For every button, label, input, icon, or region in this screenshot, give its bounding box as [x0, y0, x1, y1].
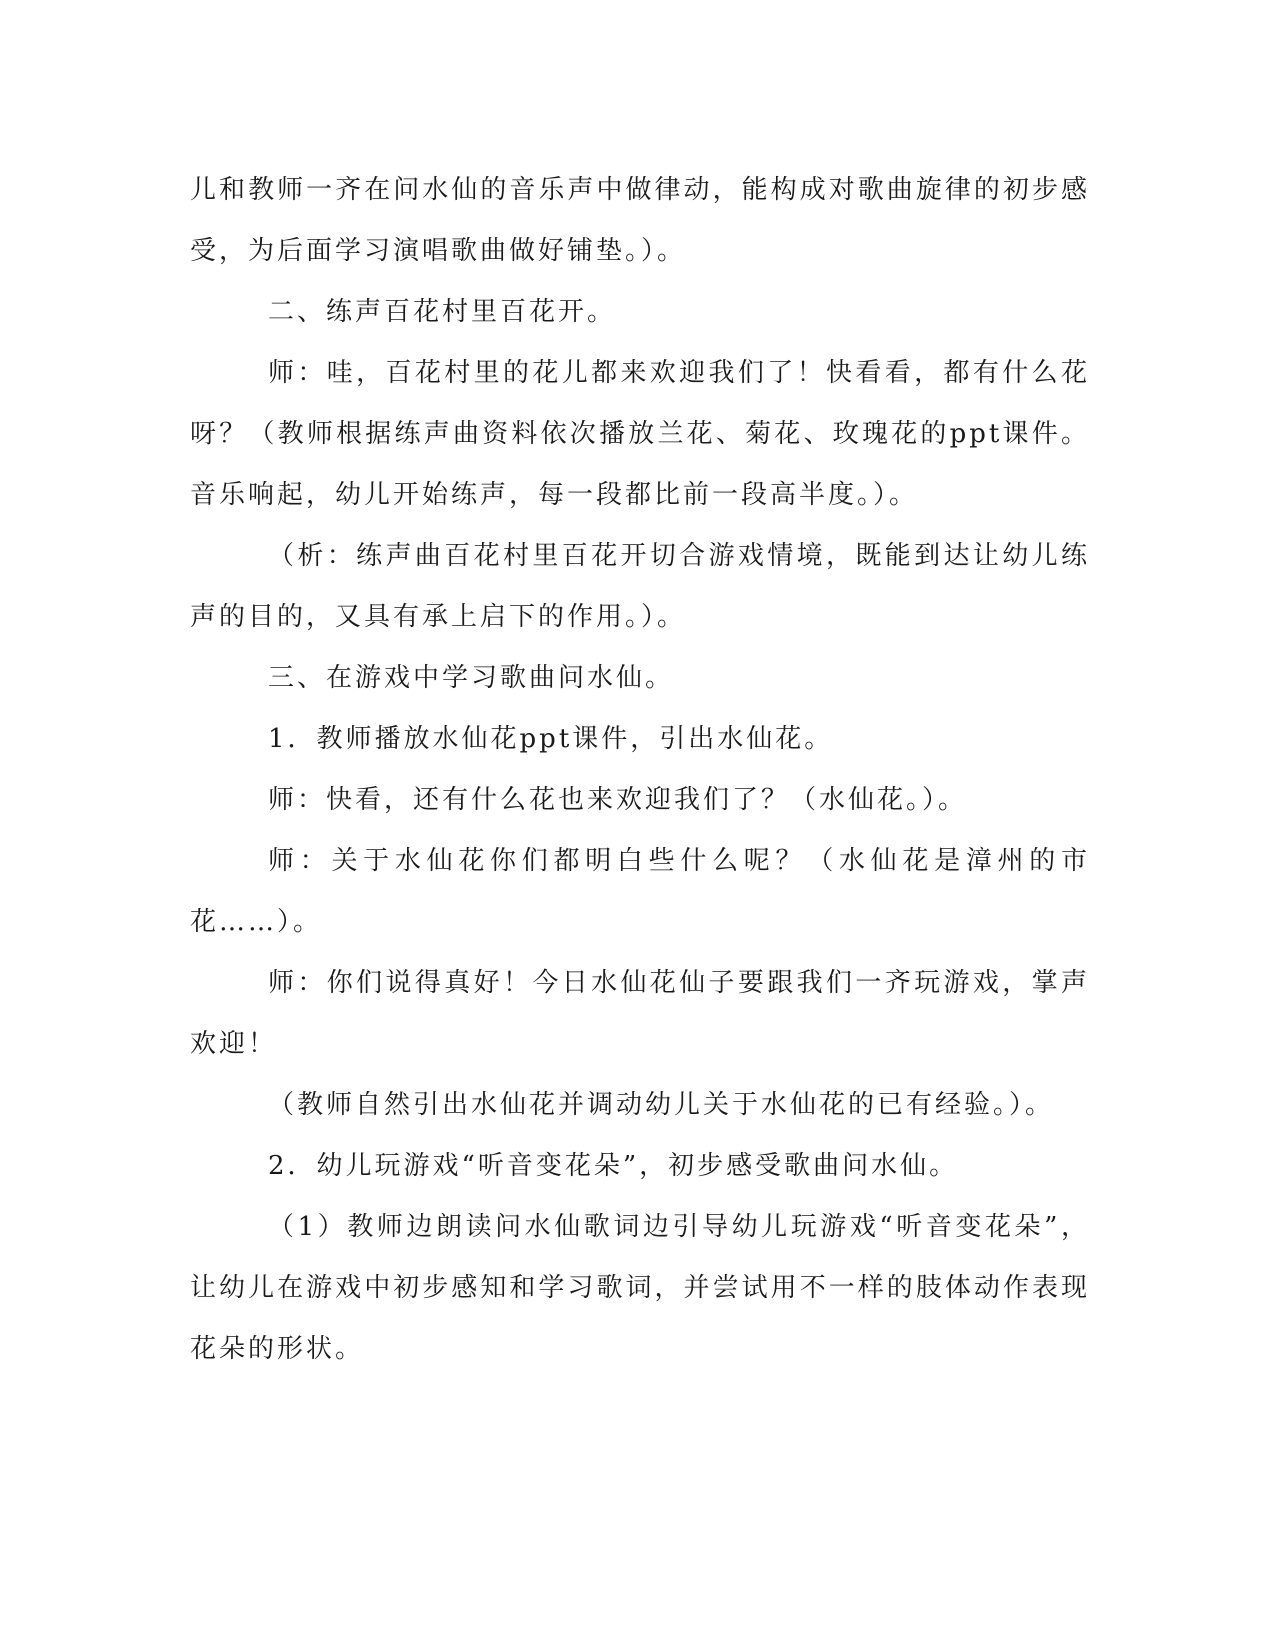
paragraph-11: 2．幼儿玩游戏“听音变花朵”，初步感受歌曲问水仙。 — [268, 1151, 959, 1181]
paragraph-7: 师：快看，还有什么花也来欢迎我们了？（水仙花。）。 — [268, 785, 968, 815]
paragraph-9: 师：你们说得真好！今日水仙花仙子要跟我们一齐玩游戏，掌声欢迎！ — [190, 968, 1090, 1059]
paragraph-2: 二、练声百花村里百花开。 — [268, 297, 617, 327]
paragraph-5: 三、在游戏中学习歌曲问水仙。 — [268, 663, 675, 693]
paragraph-6: 1．教师播放水仙花ppt课件，引出水仙花。 — [268, 724, 834, 754]
paragraph-10: （教师自然引出水仙花并调动幼儿关于水仙花的已有经验。）。 — [268, 1090, 1055, 1120]
paragraph-3: 师：哇，百花村里的花儿都来欢迎我们了！快看看，都有什么花呀？（教师根据练声曲资料依次播放兰花、菊花、玫瑰花的ppt课件。音乐响起，幼儿开始练声，每一段都比前一段高半度。）。 — [190, 358, 1090, 510]
paragraph-1: 儿和教师一齐在问水仙的音乐声中做律动，能构成对歌曲旋律的初步感受，为后面学习演唱歌曲做好铺垫。）。 — [190, 175, 1090, 266]
document-body — [190, 160, 1090, 1380]
paragraph-12: （1）教师边朗读问水仙歌词边引导幼儿玩游戏“听音变花朵”，让幼儿在游戏中初步感知和学习歌词，并尝试用不一样的肢体动作表现花朵的形状。 — [190, 1212, 1090, 1364]
paragraph-4: （析：练声曲百花村里百花开切合游戏情境，既能到达让幼儿练声的目的，又具有承上启下的作用。）。 — [190, 541, 1090, 632]
paragraph-8: 师：关于水仙花你们都明白些什么呢？（水仙花是漳州的市花……）。 — [190, 846, 1090, 937]
